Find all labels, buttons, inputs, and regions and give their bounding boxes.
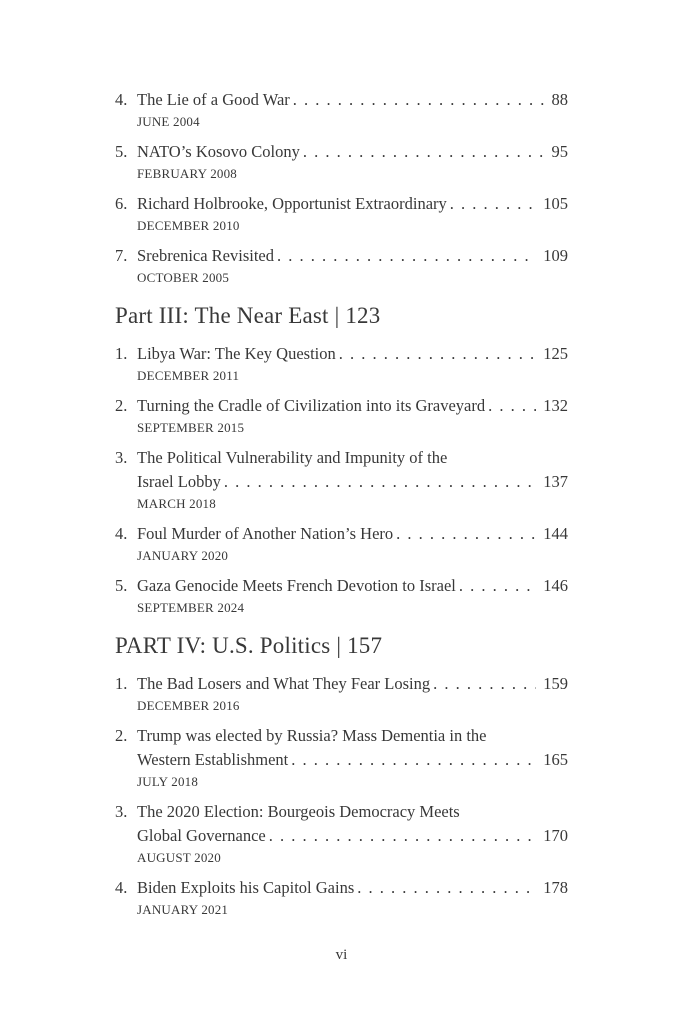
- entry-title-text: Richard Holbrooke, Opportunist Extraordinary: [137, 194, 447, 213]
- dot-leader: [357, 876, 536, 900]
- entry-title-line: [137, 140, 568, 164]
- entry-page-number: 95: [551, 142, 568, 161]
- entry-title-line: [137, 394, 568, 418]
- entry-page-number: 165: [543, 750, 568, 769]
- entry-title-line: [137, 748, 568, 772]
- entry-body: [137, 574, 568, 615]
- entry-title-text: The 2020 Election: Bourgeois Democracy Meets: [137, 802, 460, 821]
- dot-leader: [339, 342, 536, 366]
- entry-body: [137, 394, 568, 435]
- table-of-contents: [115, 88, 568, 928]
- toc-entry: [115, 522, 568, 563]
- part-heading: PART IV: U.S. Politics | 157: [115, 633, 383, 658]
- entry-page-number: 178: [543, 878, 568, 897]
- dot-leader: [224, 470, 536, 494]
- entry-page-number: 159: [543, 674, 568, 693]
- entry-title-line: [137, 522, 568, 546]
- toc-entry: [115, 394, 568, 435]
- folio-number: vi: [335, 947, 348, 963]
- dot-leader: [433, 672, 536, 696]
- toc-entry: [115, 876, 568, 917]
- entry-page-number: 105: [543, 194, 568, 213]
- dot-leader: [291, 748, 536, 772]
- entry-title-line: [137, 672, 568, 696]
- entry-page-number: 144: [543, 524, 568, 543]
- entry-title-text: The Lie of a Good War: [137, 90, 290, 109]
- entry-number: 5.: [115, 576, 128, 595]
- entry-page-number: 137: [543, 472, 568, 491]
- entry-title-text: Srebrenica Revisited: [137, 246, 274, 265]
- entry-body: [137, 192, 568, 233]
- toc-entry: [115, 800, 568, 865]
- toc-entry: [115, 342, 568, 383]
- entry-title-line: [137, 470, 568, 494]
- entry-number: 3.: [115, 802, 128, 821]
- entry-title-line: [137, 724, 568, 748]
- dot-leader: [303, 140, 545, 164]
- entry-title-text: The Bad Losers and What They Fear Losing: [137, 674, 431, 693]
- entry-number: 1.: [115, 344, 128, 363]
- entry-title-text: Libya War: The Key Question: [137, 344, 336, 363]
- entry-page-number: 88: [551, 90, 568, 109]
- entry-number: 2.: [115, 396, 128, 415]
- entry-title-line: [137, 192, 568, 216]
- toc-entry: [115, 574, 568, 615]
- entry-date: JANUARY 2020: [137, 548, 229, 563]
- entry-date: DECEMBER 2011: [137, 368, 240, 383]
- entry-page-number: 132: [543, 396, 568, 415]
- entry-number: 4.: [115, 90, 128, 109]
- entry-body: [137, 88, 568, 129]
- page-footer: [0, 946, 683, 964]
- entry-title-line: [137, 824, 568, 848]
- entry-body: [137, 342, 568, 383]
- toc-entry: [115, 140, 568, 181]
- entry-title-line: [137, 876, 568, 900]
- entry-title-line: [137, 446, 568, 470]
- dot-leader: [293, 88, 545, 112]
- entry-date: DECEMBER 2010: [137, 218, 240, 233]
- entry-body: [137, 876, 568, 917]
- part-heading: Part III: The Near East | 123: [115, 303, 381, 328]
- entry-number: 4.: [115, 524, 128, 543]
- dot-leader: [396, 522, 536, 546]
- entry-page-number: 109: [543, 246, 568, 265]
- dot-leader: [459, 574, 536, 598]
- entry-number: 4.: [115, 878, 128, 897]
- entry-date: OCTOBER 2005: [137, 270, 230, 285]
- dot-leader: [269, 824, 537, 848]
- entry-body: [137, 800, 568, 865]
- entry-title-line: [137, 244, 568, 268]
- entry-body: [137, 446, 568, 511]
- entry-date: SEPTEMBER 2024: [137, 600, 245, 615]
- dot-leader: [277, 244, 536, 268]
- entry-title-text: NATO’s Kosovo Colony: [137, 142, 300, 161]
- entry-title-text: Turning the Cradle of Civilization into its Graveyard: [137, 396, 486, 415]
- entry-date: DECEMBER 2016: [137, 698, 240, 713]
- entry-title-line: [137, 88, 568, 112]
- entry-date: JANUARY 2021: [137, 902, 229, 917]
- entry-title-text: Israel Lobby: [137, 472, 221, 491]
- dot-leader: [488, 394, 536, 418]
- entry-page-number: 146: [543, 576, 568, 595]
- entry-title-text: Global Governance: [137, 826, 266, 845]
- toc-entry: [115, 446, 568, 511]
- entry-title-line: [137, 342, 568, 366]
- entry-body: [137, 140, 568, 181]
- entry-number: 1.: [115, 674, 128, 693]
- entry-date: SEPTEMBER 2015: [137, 420, 245, 435]
- toc-entry: [115, 88, 568, 129]
- entry-body: [137, 244, 568, 285]
- entry-title-text: Biden Exploits his Capitol Gains: [137, 878, 355, 897]
- entry-date: JUNE 2004: [137, 114, 200, 129]
- entry-number: 3.: [115, 448, 128, 467]
- entry-title-text: Foul Murder of Another Nation’s Hero: [137, 524, 394, 543]
- entry-title-text: Trump was elected by Russia? Mass Dementia in the: [137, 726, 487, 745]
- dot-leader: [450, 192, 536, 216]
- toc-entry: [115, 244, 568, 285]
- entry-number: 6.: [115, 194, 128, 213]
- toc-entry: [115, 672, 568, 713]
- entry-body: [137, 672, 568, 713]
- entry-title-text: The Political Vulnerability and Impunity of the: [137, 448, 448, 467]
- entry-body: [137, 724, 568, 789]
- entry-date: AUGUST 2020: [137, 850, 221, 865]
- entry-title-text: Gaza Genocide Meets French Devotion to Israel: [137, 576, 456, 595]
- toc-entry: [115, 192, 568, 233]
- entry-page-number: 125: [543, 344, 568, 363]
- toc-entry: [115, 724, 568, 789]
- entry-title-text: Western Establishment: [137, 750, 289, 769]
- entry-date: MARCH 2018: [137, 496, 216, 511]
- entry-number: 5.: [115, 142, 128, 161]
- entry-title-line: [137, 800, 568, 824]
- entry-body: [137, 522, 568, 563]
- entry-date: JULY 2018: [137, 774, 199, 789]
- entry-page-number: 170: [543, 826, 568, 845]
- entry-number: 2.: [115, 726, 128, 745]
- entry-number: 7.: [115, 246, 128, 265]
- entry-title-line: [137, 574, 568, 598]
- entry-date: FEBRUARY 2008: [137, 166, 237, 181]
